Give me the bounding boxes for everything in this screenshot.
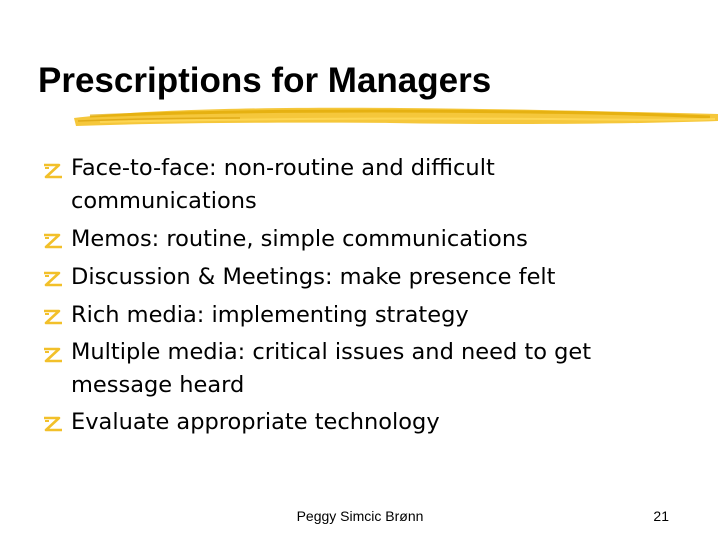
bullet-text: Memos: routine, simple communications <box>71 225 528 252</box>
bullet-list <box>42 150 682 441</box>
bullet-item <box>42 403 682 441</box>
page-number: 21 <box>653 508 669 524</box>
z-bullet-icon <box>42 162 64 181</box>
slide-title: Prescriptions for Managers <box>38 61 492 100</box>
z-bullet-icon <box>42 346 64 365</box>
bullet-item <box>42 150 682 220</box>
bullet-text: Rich media: implementing strategy <box>71 301 469 328</box>
z-bullet-icon <box>42 232 64 251</box>
bullet-item <box>42 296 682 334</box>
bullet-item <box>42 220 682 258</box>
bullet-text: Evaluate appropriate technology <box>71 409 440 436</box>
footer-author: Peggy Simcic Brønn <box>296 508 424 524</box>
bullet-text: Face-to-face: non-routine and difficult communications <box>71 154 495 214</box>
z-bullet-icon <box>42 415 64 434</box>
bullet-item <box>42 334 682 404</box>
bullet-text: Discussion & Meetings: make presence felt <box>71 263 556 290</box>
bullet-text: Multiple media: critical issues and need to get message heard <box>71 338 592 398</box>
z-bullet-icon <box>42 270 64 289</box>
z-bullet-icon <box>42 308 64 327</box>
title-underline-brushstroke <box>70 100 720 134</box>
bullet-item <box>42 258 682 296</box>
